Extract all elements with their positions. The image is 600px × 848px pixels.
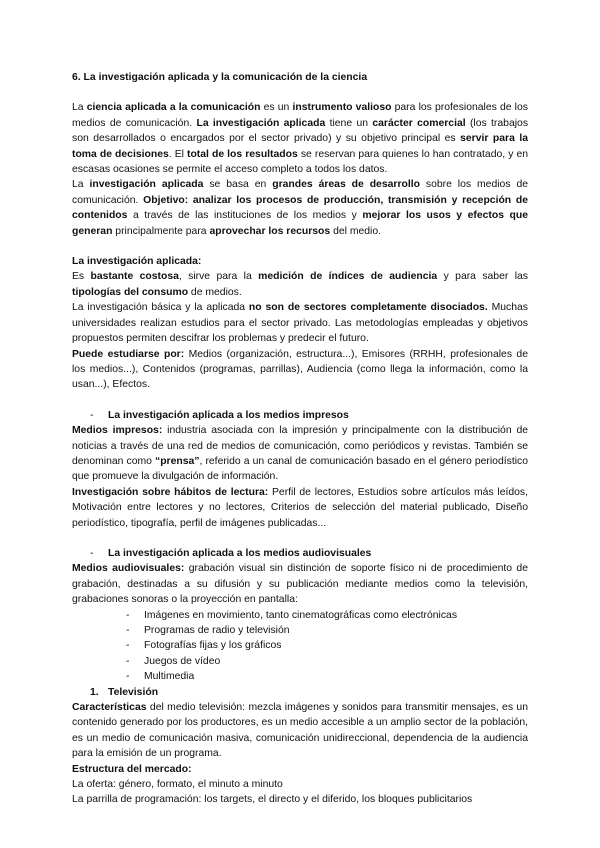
- section1-paragraph-3: Puede estudiarse por: Medios (organización, estructura...), Emisores (RRHH, profesionales de los medios...), Contenidos (programas, parrillas), Audiencia (como llega la información, como la usan...), Efectos.: [72, 348, 528, 391]
- list-item: - Fotografías fijas y los gráficos: [126, 640, 282, 652]
- market-structure-heading: Estructura del mercado:: [72, 763, 192, 775]
- market-line-oferta: La oferta: género, formato, el minuto a minuto: [72, 779, 283, 791]
- television-paragraph: Características del medio televisión: mezcla imágenes y sonidos para transmitir mensajes, es un contenido generado por los productores, es un medio accesible a un amplio sector de la población, es un medio de comunicación masiva, comunicación unidireccional, dependencia de la audiencia para la emisión de un programa.: [72, 702, 528, 760]
- document-title: 6. La investigación aplicada y la comunicación de la ciencia: [72, 72, 368, 83]
- audiovisual-types-list: [72, 608, 528, 685]
- section1-paragraph-2: La investigación básica y la aplicada no son de sectores completamente disociados. Muchas universidades realizan estudios para el sector privado. Las metodologías empleadas y objetivos propuestos permiten descifrar los problemas y predecir el futuro.: [72, 302, 528, 345]
- market-line-parrilla: La parrilla de programación: los targets, el directo y el diferido, los bloques publicitarios: [72, 794, 473, 806]
- section1-paragraph-1: Es bastante costosa, sirve para la medición de índices de audiencia y para saber las tipologías del consumo de medios.: [72, 271, 528, 298]
- intro-paragraph-1: La ciencia aplicada a la comunicación es un instrumento valioso para los profesionales de los medios de comunicación. La investigación aplicada tiene un carácter comercial (los trabajos son desarrollados o encargados por el sector privado) y su objetivo principal es servir para la toma de decisiones. El total de los resultados se reservan para quienes lo han contratado, y en escasas ocasiones se permite el acceso completo a todos los datos.: [72, 102, 529, 176]
- section2-paragraph-2: Investigación sobre hábitos de lectura: Perfil de lectores, Estudios sobre artículos más leídos, Motivación entre lectores y no lectores, Criterios de selección del material publicado, Diseño periodístico, tipografía, perfil de imágenes publicadas...: [72, 486, 528, 529]
- list-item: - Imágenes en movimiento, tanto cinematográficas como electrónicas: [126, 609, 458, 621]
- list-item: - Juegos de vídeo: [126, 655, 221, 667]
- section-heading-investigacion-aplicada: La investigación aplicada:: [72, 256, 202, 268]
- section-heading-medios-impresos: - La investigación aplicada a los medios impresos: [90, 409, 349, 421]
- intro-paragraph-2: La investigación aplicada se basa en grandes áreas de desarrollo sobre los medios de comunicación. Objetivo: analizar los procesos de producción, transmisión y recepción de contenidos a través de las instituciones de los medios y mejorar los usos y efectos que generan principalmente para aprovechar los recursos del medio.: [72, 179, 529, 237]
- subsection-heading-television: 1. Televisión: [90, 686, 159, 698]
- list-item: - Programas de radio y televisión: [126, 625, 290, 636]
- list-item: - Multimedia: [126, 671, 195, 683]
- section3-paragraph-1: Medios audiovisuales: grabación visual sin distinción de soporte físico ni de procedimiento de grabación, destinadas a su difusión y su publicación mediante medios como la televisión, grabaciones sonoras o la proyección en pantalla:: [72, 563, 528, 606]
- section-heading-medios-audiovisuales: - La investigación aplicada a los medios audiovisuales: [90, 547, 372, 559]
- section2-paragraph-1: Medios impresos: industria asociada con la impresión y principalmente con la distribución de noticias a través de una red de medios de comunicación, como periódicos y revistas. También se denominan como “prensa”, referido a un canal de comunicación basado en el género periodístico que promueve la divulgación de información.: [72, 425, 528, 483]
